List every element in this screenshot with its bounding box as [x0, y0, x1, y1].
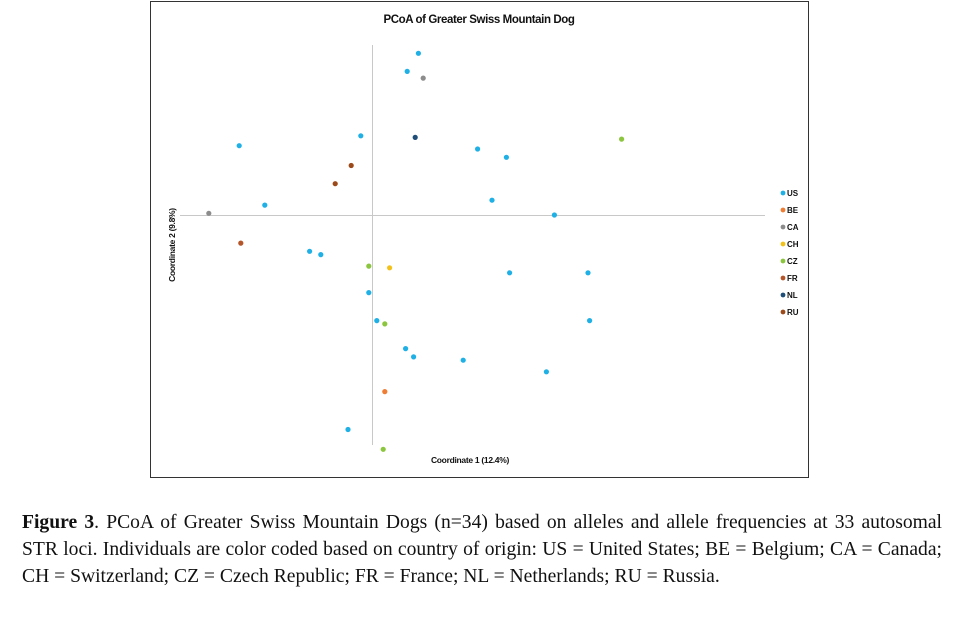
point-us-1 [416, 51, 421, 56]
point-cz-4 [381, 447, 386, 452]
caption-label: Figure 3 [22, 512, 95, 533]
legend-label-ru: RU [787, 308, 799, 317]
point-us-11 [318, 252, 323, 257]
legend-label-fr: FR [787, 274, 798, 283]
legend-marker-fr [781, 276, 786, 281]
legend-marker-us [781, 191, 786, 196]
legend-label-ch: CH [787, 240, 799, 249]
point-us-6 [504, 155, 509, 160]
figure-caption [22, 509, 942, 590]
point-nl-1 [413, 135, 418, 140]
legend-marker-cz [781, 259, 786, 264]
point-ca-1 [206, 211, 211, 216]
point-be-1 [382, 389, 387, 394]
point-us-7 [489, 198, 494, 203]
point-us-12 [507, 270, 512, 275]
point-us-19 [461, 358, 466, 363]
legend-marker-be [781, 208, 786, 213]
point-fr-1 [238, 241, 243, 246]
point-us-16 [587, 318, 592, 323]
point-us-17 [403, 346, 408, 351]
point-us-9 [552, 212, 557, 217]
chart-border [151, 2, 809, 478]
legend-label-us: US [787, 189, 799, 198]
point-ru-2 [349, 163, 354, 168]
point-us-3 [358, 133, 363, 138]
legend-marker-ru [781, 310, 786, 315]
point-us-20 [544, 369, 549, 374]
legend-marker-ch [781, 242, 786, 247]
point-us-14 [366, 290, 371, 295]
point-us-21 [345, 427, 350, 432]
point-us-4 [237, 143, 242, 148]
point-us-2 [405, 69, 410, 74]
caption-text: . PCoA of Greater Swiss Mountain Dogs (n=34) based on alleles and allele frequencies at 33 autosomal STR loci. Individuals are color coded based on country of origin: US = United States; BE = Belgium; CA = Canada; CH = Switzerland; CZ = Czech Republic; FR = France; NL = Netherlands; RU = Russia. [22, 512, 942, 587]
point-us-10 [307, 249, 312, 254]
x-axis-label: Coordinate 1 (12.4%) [430, 455, 510, 465]
legend-marker-nl [781, 293, 786, 298]
y-axis-label: Coordinate 2 (9.8%) [167, 208, 177, 282]
legend-marker-ca [781, 225, 786, 230]
point-us-13 [585, 270, 590, 275]
point-cz-1 [366, 264, 371, 269]
point-ch-1 [387, 265, 392, 270]
point-ru-1 [333, 181, 338, 186]
point-us-5 [475, 146, 480, 151]
point-cz-3 [619, 137, 624, 142]
legend-label-ca: CA [787, 223, 799, 232]
point-ca-2 [421, 76, 426, 81]
point-cz-2 [382, 321, 387, 326]
point-us-15 [374, 318, 379, 323]
legend-label-be: BE [787, 206, 799, 215]
legend-label-cz: CZ [787, 257, 798, 266]
point-us-18 [411, 354, 416, 359]
chart-title: PCoA of Greater Swiss Mountain Dog [383, 14, 575, 26]
point-us-8 [262, 203, 267, 208]
legend-label-nl: NL [787, 291, 798, 300]
